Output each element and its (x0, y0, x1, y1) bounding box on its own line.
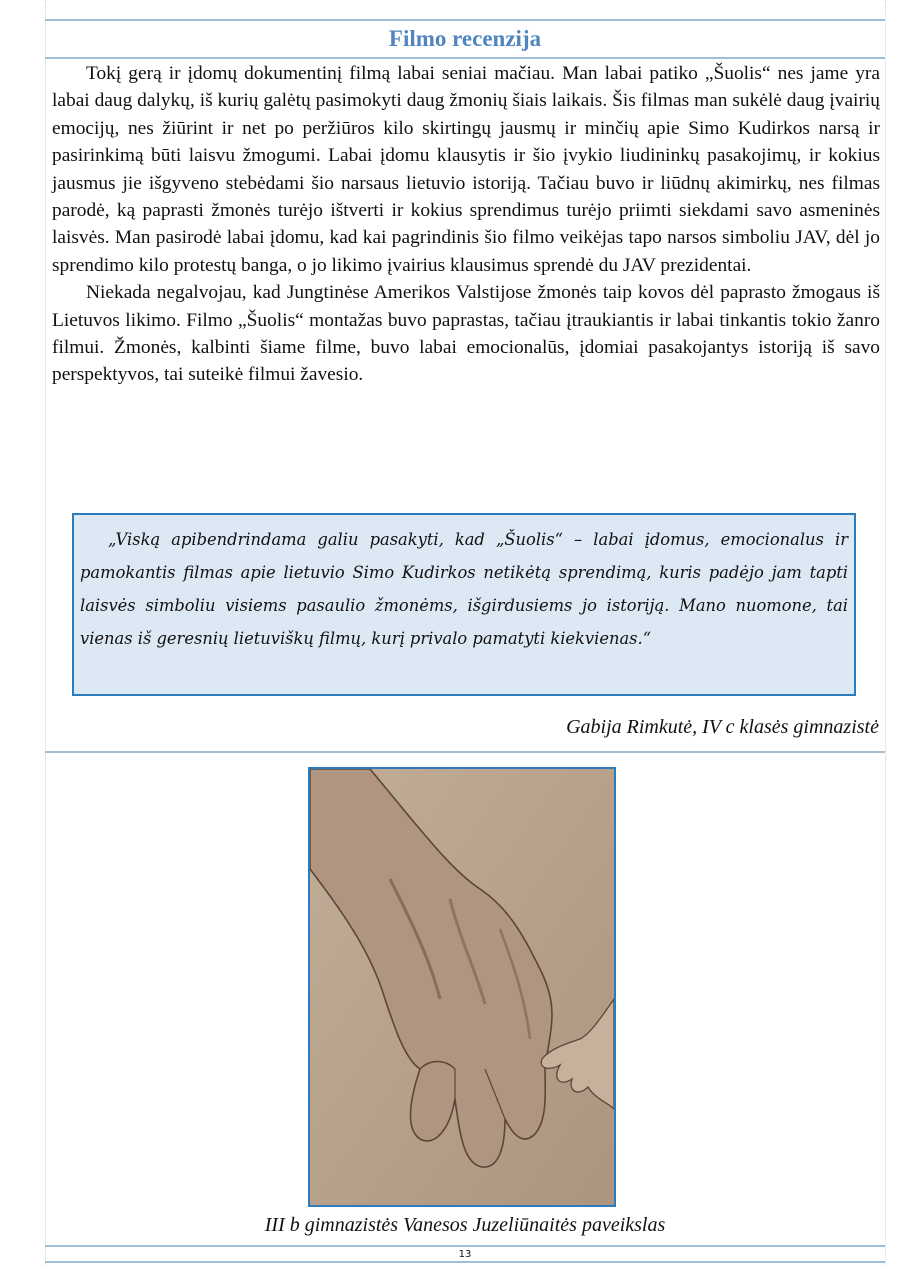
paragraph: Tokį gerą ir įdomų dokumentinį filmą labai seniai mačiau. Man labai patiko „Šuolis“ nes jame yra labai daug dalykų, iš kurių galėtų pasimokyti daug žmonių šiais laikais. Šis filmas man sukėlė daug įvairių emocijų, nes žiūrint ir net po peržiūros kilo skirtingų jausmų ir minčių apie Simo Kudirkos narsą ir pasirinkimą būti laisvu žmogumi. Labai įdomu klausytis ir šio įvykio liudininkų pasakojimų, ir kokius jausmus jie išgyveno stebėdami šio narsaus lietuvio istoriją. Tačiau buvo ir liūdnų akimirkų, nes filmas parodė, ką paprasti žmonės turėjo ištverti ir kokius sprendimus turėjo priimti siekdami savo asmeninės laisvės. Man pasirodė labai įdomu, kad kai pagrindinis šio filmo veikėjas tapo narsos simboliu JAV, dėl jo sprendimo kilo protestų banga, o jo likimo įvairius klausimus sprendė du JAV prezidentai. (52, 63, 880, 276)
hands-drawing-icon (310, 769, 614, 1205)
footer-top-rule (45, 1245, 885, 1247)
top-rule (45, 19, 885, 21)
quote-text: „Viską apibendrindama galiu pasakyti, kad „Šuolis“ – labai įdomus, emocionalus ir pamokantis filmas apie lietuvio Simo Kudirkos netikėtą sprendimą, kuris padėjo jam tapti laisvės simboliu visiems pasaulio žmonėms, išgirdusiems jo istoriją. Mano nuomone, tai vienas iš geresnių lietuviškų filmų, kurį privalo pamatyti kiekvienas.“ (80, 530, 848, 648)
section-divider (45, 751, 885, 753)
author-signature: Gabija Rimkutė, IV c klasės gimnazistė (566, 716, 879, 738)
hands-drawing-image (308, 767, 616, 1207)
title-rule (45, 57, 885, 59)
quote-box (72, 513, 856, 696)
artwork-caption: III b gimnazistės Vanesos Juzeliūnaitės paveikslas (264, 1214, 666, 1236)
paragraph: Niekada negalvojau, kad Jungtinėse Amerikos Valstijose žmonės taip kovos dėl paprasto žmogaus iš Lietuvos likimo. Filmo „Šuolis“ montažas buvo paprastas, tačiau įtraukiantis ir labai tinkantis tokio žanro filmui. Žmonės, kalbinti šiame filme, buvo labai emocionalūs, įdomiai pasakojantys istoriją iš savo perspektyvos, tai suteikė filmui žavesio. (52, 282, 880, 386)
article-body (52, 60, 880, 389)
page-title: Filmo recenzija (388, 26, 542, 51)
left-margin-guide (45, 0, 46, 1266)
page-number: 13 (458, 1249, 472, 1260)
footer-bottom-rule (45, 1261, 885, 1263)
right-margin-guide (885, 0, 886, 1266)
